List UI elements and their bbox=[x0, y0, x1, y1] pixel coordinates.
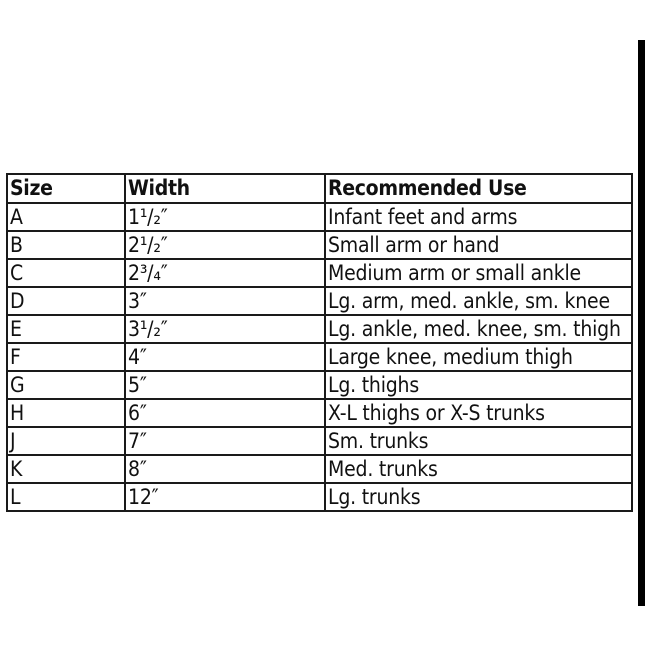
table-row bbox=[7, 343, 632, 371]
cell-use: Lg. arm, med. ankle, sm. knee bbox=[325, 287, 632, 315]
cell-use: Sm. trunks bbox=[325, 427, 632, 455]
cell-width: 3¹/₂″ bbox=[125, 315, 325, 343]
table-row bbox=[7, 287, 632, 315]
cell-width: 5″ bbox=[125, 371, 325, 399]
cell-width: 2¹/₂″ bbox=[125, 231, 325, 259]
cell-width: 6″ bbox=[125, 399, 325, 427]
cell-size: C bbox=[7, 259, 125, 287]
cell-size: H bbox=[7, 399, 125, 427]
table-row bbox=[7, 259, 632, 287]
cell-size: E bbox=[7, 315, 125, 343]
cell-size: L bbox=[7, 483, 125, 511]
cell-use: Large knee, medium thigh bbox=[325, 343, 632, 371]
header-size: Size bbox=[7, 174, 125, 203]
cell-use: Lg. ankle, med. knee, sm. thigh bbox=[325, 315, 632, 343]
size-chart-table bbox=[6, 173, 633, 512]
header-width: Width bbox=[125, 174, 325, 203]
cell-width: 7″ bbox=[125, 427, 325, 455]
table-row bbox=[7, 427, 632, 455]
table-row bbox=[7, 203, 632, 231]
cell-use: Infant feet and arms bbox=[325, 203, 632, 231]
table-row bbox=[7, 483, 632, 511]
cell-width: 8″ bbox=[125, 455, 325, 483]
cell-use: Lg. thighs bbox=[325, 371, 632, 399]
cell-width: 1¹/₂″ bbox=[125, 203, 325, 231]
cell-use: Med. trunks bbox=[325, 455, 632, 483]
cell-width: 3″ bbox=[125, 287, 325, 315]
cell-use: Small arm or hand bbox=[325, 231, 632, 259]
table-row bbox=[7, 455, 632, 483]
table-row bbox=[7, 371, 632, 399]
cell-size: J bbox=[7, 427, 125, 455]
table-row bbox=[7, 231, 632, 259]
cell-width: 2³/₄″ bbox=[125, 259, 325, 287]
cell-size: F bbox=[7, 343, 125, 371]
cell-use: Lg. trunks bbox=[325, 483, 632, 511]
cell-use: X-L thighs or X-S trunks bbox=[325, 399, 632, 427]
cell-size: K bbox=[7, 455, 125, 483]
header-recommended-use: Recommended Use bbox=[325, 174, 632, 203]
cell-size: A bbox=[7, 203, 125, 231]
right-edge-bar bbox=[638, 40, 645, 606]
table-header-row bbox=[7, 174, 632, 203]
cell-width: 4″ bbox=[125, 343, 325, 371]
table-row bbox=[7, 399, 632, 427]
cell-size: B bbox=[7, 231, 125, 259]
cell-size: G bbox=[7, 371, 125, 399]
cell-use: Medium arm or small ankle bbox=[325, 259, 632, 287]
table-row bbox=[7, 315, 632, 343]
cell-width: 12″ bbox=[125, 483, 325, 511]
cell-size: D bbox=[7, 287, 125, 315]
